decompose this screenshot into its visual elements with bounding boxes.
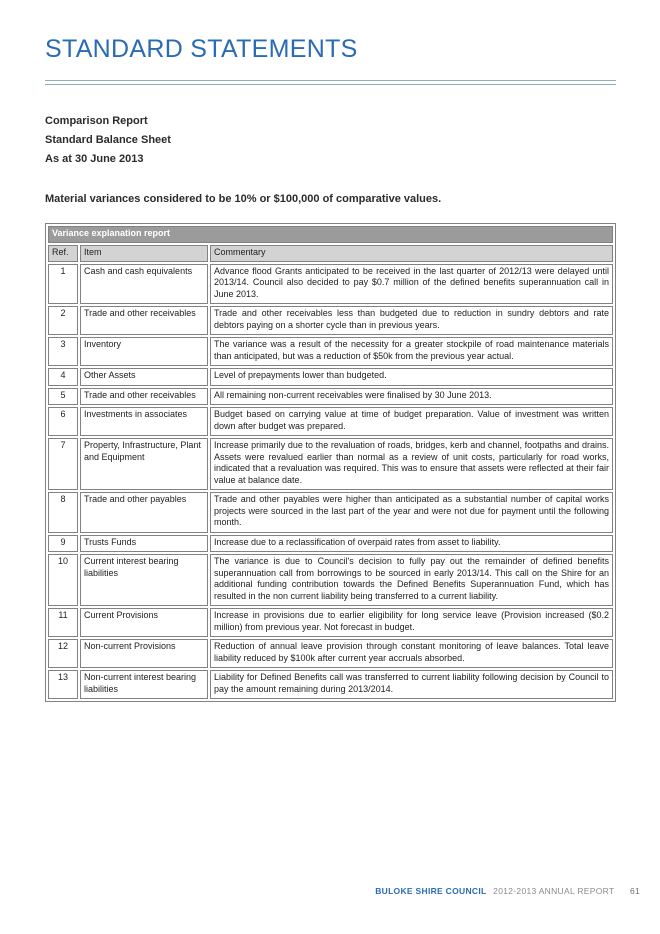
row-item: Current interest bearing liabilities (80, 554, 208, 606)
row-commentary: Liability for Defined Benefits call was transferred to current liability following decision by Council to pay the amount remaining during 2013/2014. (210, 670, 613, 699)
row-commentary: Reduction of annual leave provision through constant monitoring of leave balances. Total leave liability reduced by $100k after current year accruals absorbed. (210, 639, 613, 668)
row-item: Non-current Provisions (80, 639, 208, 668)
row-commentary: Trade and other payables were higher than anticipated as a substantial number of capital works projects were sourced in the last part of the year and were not due for payment until the following month. (210, 492, 613, 533)
page-footer (375, 886, 640, 896)
row-item: Other Assets (80, 368, 208, 386)
row-ref: 10 (48, 554, 78, 606)
report-heading-block (45, 112, 616, 169)
row-ref: 2 (48, 306, 78, 335)
variance-explanation-table (45, 223, 616, 703)
table-row (48, 492, 613, 533)
row-commentary: Budget based on carrying value at time of budget preparation. Value of investment was written down after budget was prepared. (210, 407, 613, 436)
row-item: Cash and cash equivalents (80, 264, 208, 305)
row-ref: 6 (48, 407, 78, 436)
footer-page-number: 61 (629, 886, 640, 896)
table-row (48, 639, 613, 668)
row-item: Current Provisions (80, 608, 208, 637)
row-item: Non-current interest bearing liabilities (80, 670, 208, 699)
row-commentary: All remaining non-current receivables were finalised by 30 June 2013. (210, 388, 613, 406)
row-commentary: Advance flood Grants anticipated to be received in the last quarter of 2012/13 were delayed until 2013/14. Council also decided to pay $0.7 million of the defined benefits superannuation call in June 2013. (210, 264, 613, 305)
row-commentary: Level of prepayments lower than budgeted. (210, 368, 613, 386)
row-ref: 4 (48, 368, 78, 386)
row-ref: 3 (48, 337, 78, 366)
table-row (48, 306, 613, 335)
column-header-commentary: Commentary (210, 245, 613, 262)
report-heading-balance-sheet: Standard Balance Sheet (45, 133, 171, 146)
row-commentary: Increase due to a reclassification of overpaid rates from asset to liability. (210, 535, 613, 553)
row-item: Trade and other receivables (80, 388, 208, 406)
row-ref: 1 (48, 264, 78, 305)
row-commentary: Increase primarily due to the revaluation of roads, bridges, kerb and channel, footpaths and drains. Assets were revalued earlier than normal as a review of unit costs, particularly for road works, indicated that a revaluation was required. This was to ensure that assets were reflected at their fair value at balance date. (210, 438, 613, 490)
row-item: Trusts Funds (80, 535, 208, 553)
row-commentary: The variance was a result of the necessity for a greater stockpile of road maintenance materials than anticipated, but was a reduction of $50k from the previous year actual. (210, 337, 613, 366)
table-caption-row (48, 226, 613, 244)
table-row (48, 670, 613, 699)
row-ref: 11 (48, 608, 78, 637)
row-commentary: The variance is due to Council's decision to fully pay out the remainder of defined benefits superannuation call from borrowings to be sourced in early 2013/14. This call on the Shire for an additional funding contribution towards the Defined Benefits Superannuation Fund, which has resulted in the non current liability being transferred to a current liability. (210, 554, 613, 606)
table-row (48, 608, 613, 637)
table-row (48, 368, 613, 386)
report-heading-date: As at 30 June 2013 (45, 152, 144, 165)
table-caption: Variance explanation report (48, 226, 613, 244)
row-ref: 8 (48, 492, 78, 533)
row-commentary: Increase in provisions due to earlier eligibility for long service leave (Provision increased ($0.2 million) from previous year. Not forecast in budget. (210, 608, 613, 637)
table-row (48, 407, 613, 436)
table-row (48, 535, 613, 553)
row-item: Property, Infrastructure, Plant and Equipment (80, 438, 208, 490)
page-title: STANDARD STATEMENTS (45, 35, 358, 63)
row-ref: 12 (48, 639, 78, 668)
table-body (48, 264, 613, 700)
footer-report-title: 2012-2013 ANNUAL REPORT (493, 886, 615, 896)
row-item: Trade and other receivables (80, 306, 208, 335)
table-row (48, 554, 613, 606)
footer-council-name: BULOKE SHIRE COUNCIL (375, 886, 487, 896)
table-row (48, 337, 613, 366)
row-ref: 7 (48, 438, 78, 490)
materiality-note: Material variances considered to be 10% or $100,000 of comparative values. (45, 192, 442, 205)
row-ref: 13 (48, 670, 78, 699)
header-rule (45, 80, 616, 85)
column-header-item: Item (80, 245, 208, 262)
table-column-header-row (48, 245, 613, 262)
row-ref: 5 (48, 388, 78, 406)
column-header-ref: Ref. (48, 245, 78, 262)
row-item: Investments in associates (80, 407, 208, 436)
row-item: Trade and other payables (80, 492, 208, 533)
table-row (48, 388, 613, 406)
row-item: Inventory (80, 337, 208, 366)
row-commentary: Trade and other receivables less than budgeted due to reduction in sundry debtors and rate debtors paying on a shorter cycle than in previous years. (210, 306, 613, 335)
table-row (48, 264, 613, 305)
table-row (48, 438, 613, 490)
report-heading-comparison: Comparison Report (45, 114, 148, 127)
row-ref: 9 (48, 535, 78, 553)
